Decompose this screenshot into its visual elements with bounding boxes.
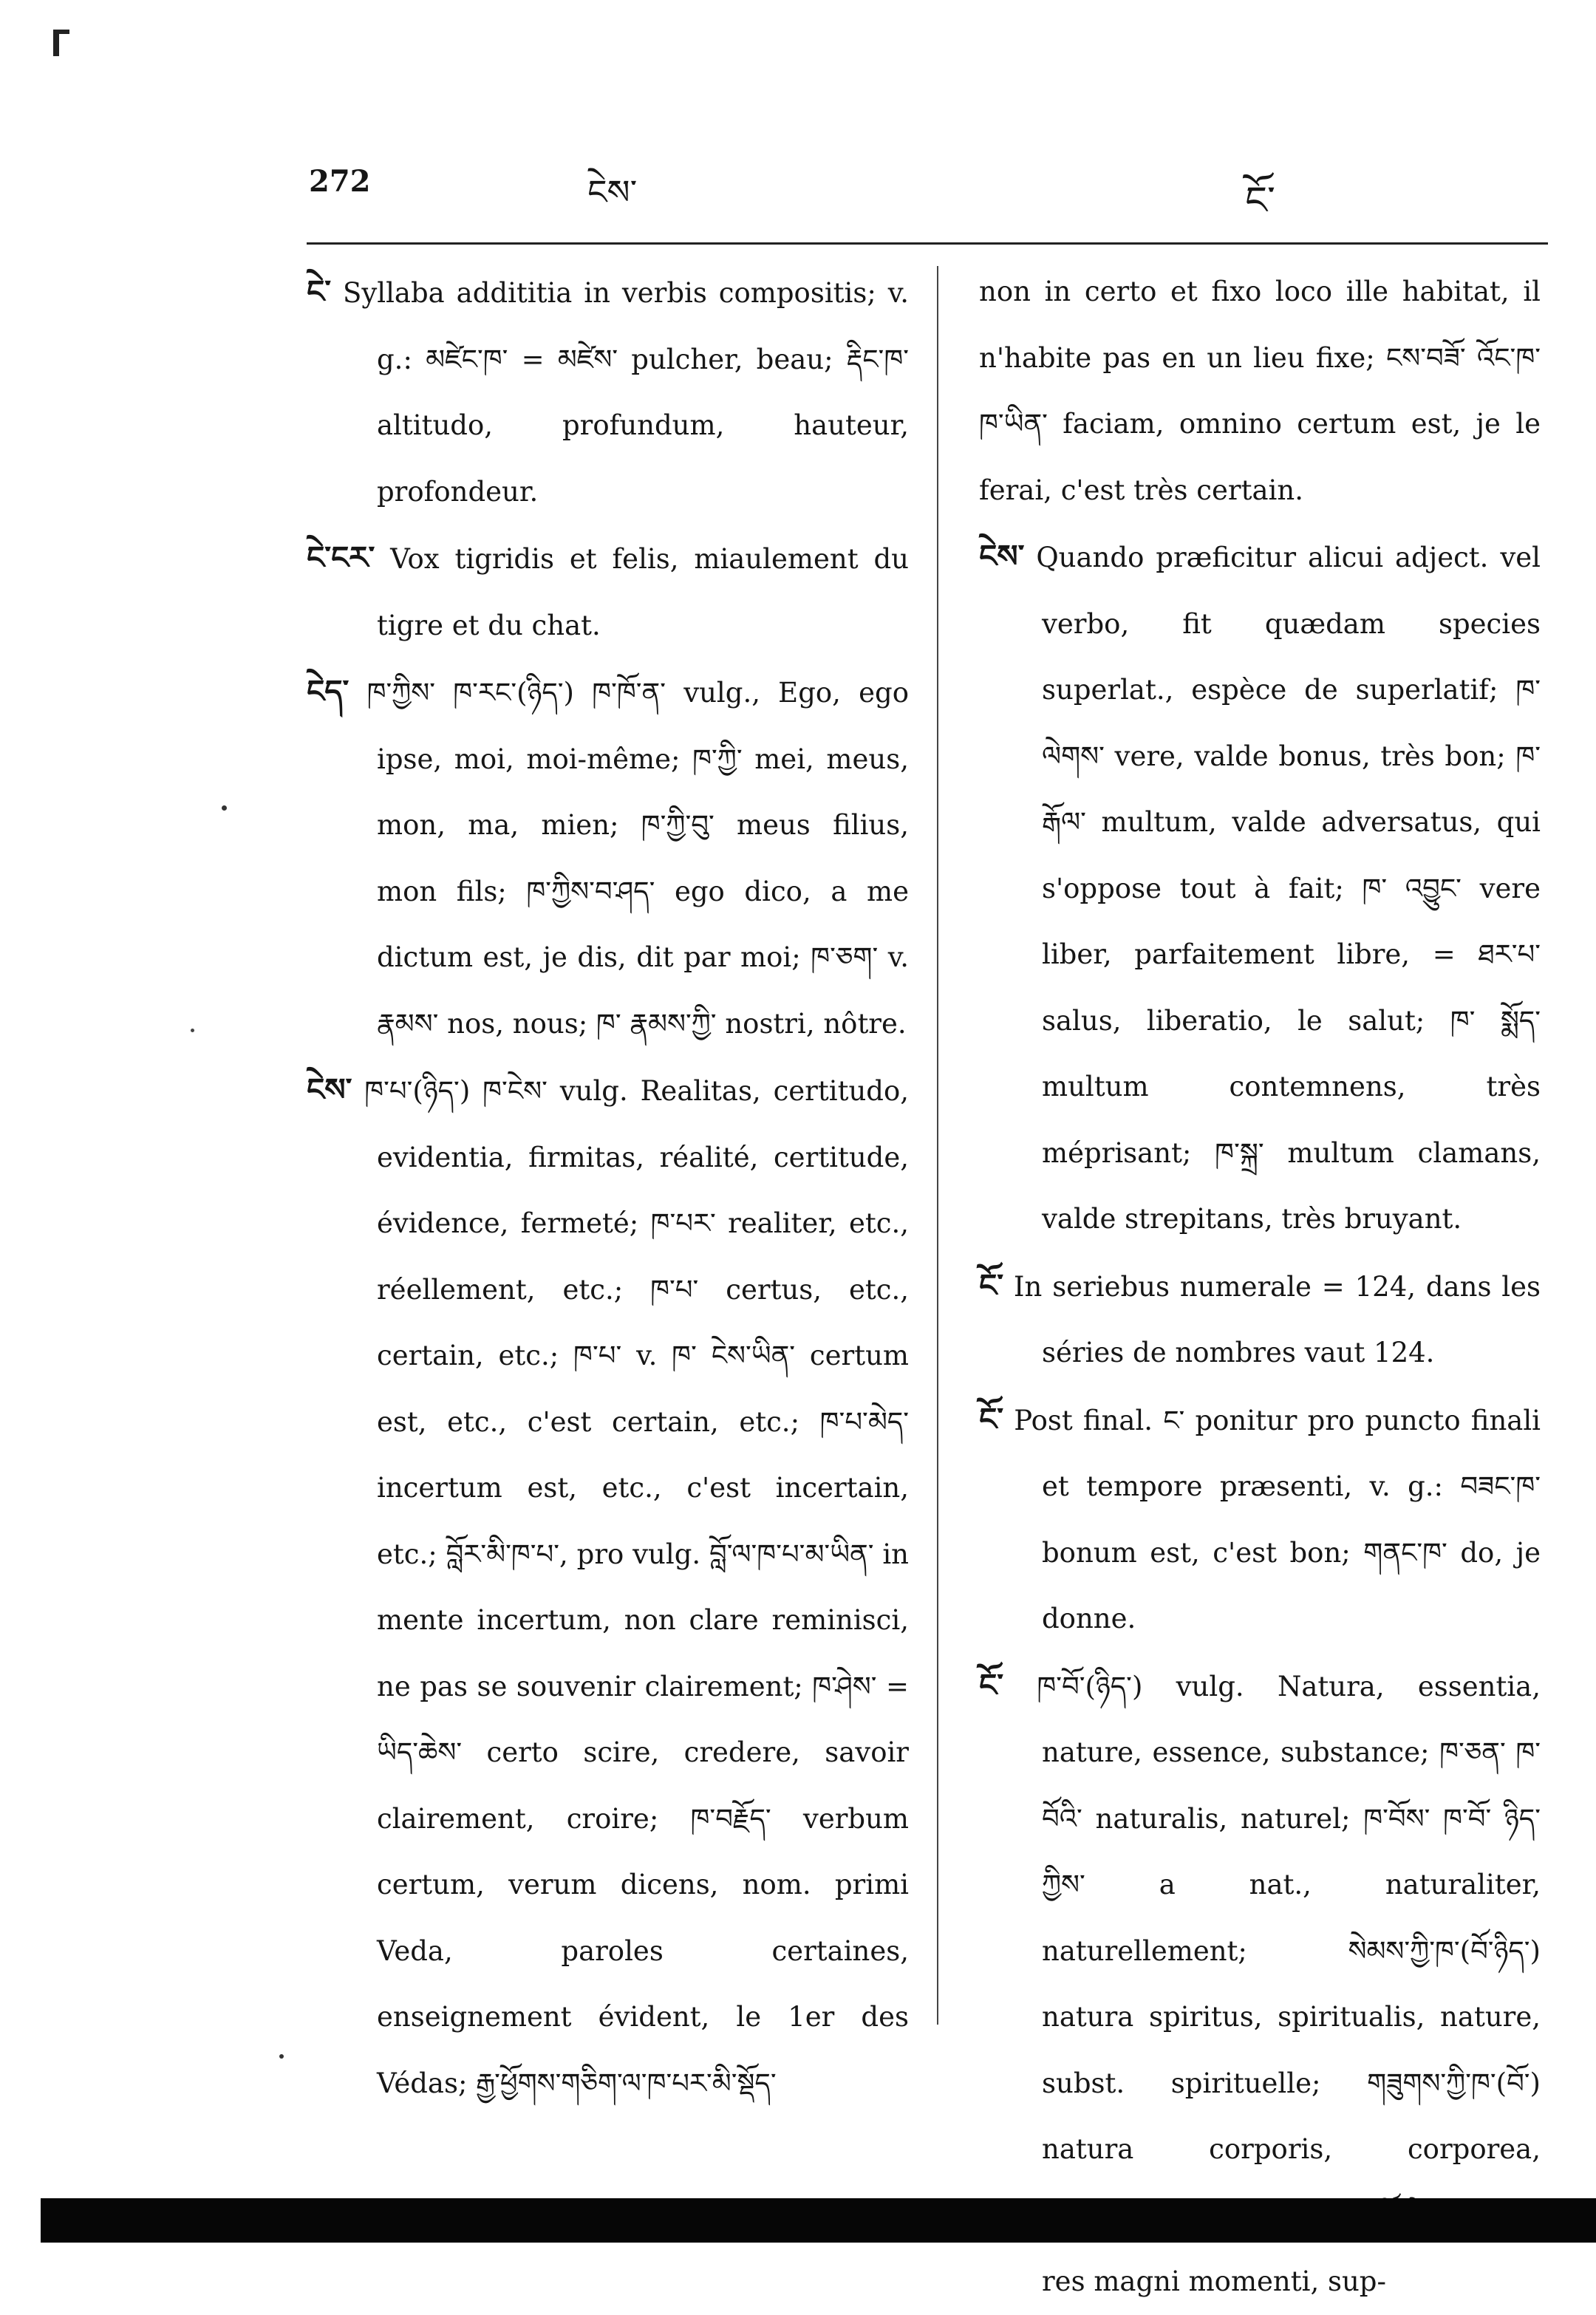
running-head-right: ངོ་ — [1245, 179, 1275, 223]
entry-definition: Syllaba addititia in verbis compositis; v. g.: མཛེང་ཁ་ = མཛེས་ pulcher, beau; རྡིང་ཁ་ altitudo, profundum, hauteur, profondeur. — [343, 277, 910, 508]
entry-definition: Vox tigridis et felis, miaulement du tigre et du chat. — [377, 543, 909, 641]
header-rule — [307, 242, 1548, 245]
entry-definition: In seriebus numerale = 124, dans les séries de nombres vaut 124. — [1013, 1270, 1541, 1368]
scan-edge-bar — [41, 2198, 1596, 2243]
dictionary-entry — [979, 1252, 1541, 1386]
scan-speck — [191, 1029, 194, 1032]
running-head-left: ངེས་ — [587, 172, 638, 212]
dictionary-entry — [979, 1386, 1541, 1652]
entry-headword: ངེས་ — [307, 1071, 352, 1108]
entry-headword: ངེད་ — [307, 673, 349, 709]
entry-headword: ངེས་ — [979, 538, 1025, 574]
corner-mark — [53, 30, 59, 56]
entry-headword: ངེ་ — [307, 273, 332, 310]
entry-definition: ཁ་བོ་(ཉིད་) vulg. Natura, essentia, nature, essence, substance; ཁ་ཅན་ ཁ་ བོའི་ naturalis, naturel; ཁ་བོས་ ཁ་བོ་ ཉིད་ཀྱིས་ a nat., naturaliter, naturellement; སེམས་ཀྱི་ཁ་(བོ་ཉིད་) natura spiritus, spiritualis, nature, subst. spirituelle; གཟུགས་ཀྱི་ཁ་(བོ་) natura corporis, corporea, res magni momenti, sup- — [1037, 1670, 1541, 2297]
entry-definition: ཁ་པ་(ཉིད་) ཁ་ངེས་ vulg. Realitas, certitudo, evidentia, firmitas, réalité, certitude, évidence, fermeté; ཁ་པར་ realiter, etc., réellement, etc.; ཁ་པ་ certus, etc., certain, etc.; ཁ་པ་ v. ཁ་ ངེས་ཡིན་ certum est, etc., c'est certain, etc.; ཁ་པ་མེད་ incertum est, etc., c'est incertain, etc.; བློར་མི་ཁ་པ་, pro vulg. བློ་ལ་ཁ་པ་མ་ཡིན་ in mente incertum, non clare reminisci, ne pas se souvenir clairement; ཁ་ཤེས་ = ཡིད་ཆེས་ certo scire, credere, savoir clairement, croire; ཁ་བརྗོད་ verbum certum, verum dicens, nom. primi Veda, paroles certaines, enseignement évident, le 1er des Védas; རྒྱ་ཕྱོགས་གཅིག་ལ་ཁ་པར་མི་སྡོད་ — [364, 1075, 909, 2099]
column-divider — [937, 266, 938, 2025]
left-column — [307, 259, 909, 2116]
scan-speck — [222, 805, 227, 811]
dictionary-entry — [307, 1057, 909, 2116]
right-column — [979, 259, 1541, 2315]
entry-headword: ངེ་ངར་ — [307, 539, 375, 576]
page-number: 272 — [309, 164, 371, 199]
entry-definition: ཁ་ཀྱིས་ ཁ་རང་(ཉིད་) ཁ་ཁོ་ན་ vulg., Ego, ego ipse, moi, moi-même; ཁ་ཀྱི་ mei, meus, mon, ma, mien; ཁ་ཀྱི་བུ་ meus filius, mon fils; ཁ་ཀྱིས་བ་ཤད་ ego dico, a me dictum est, je dis, dit par moi; ཁ་ཅག་ v. རྣམས་ nos, nous; ཁ་ རྣམས་ཀྱི་ nostri, nôtre. — [366, 677, 909, 1040]
dictionary-entry — [307, 259, 909, 525]
dictionary-entry — [307, 658, 909, 1057]
entry-headword: ངོ་ — [979, 1266, 1004, 1303]
entry-continuation: non in certo et fixo loco ille habitat, il n'habite pas en un lieu fixe; ངས་བཟོ་ འོང་ཁ་ཁ་ཡིན་ faciam, omnino certum est, je le ferai, c'est très certain. — [979, 276, 1541, 506]
dictionary-entry — [307, 525, 909, 658]
entry-headword: ངོ་ — [979, 1400, 1004, 1437]
entry-definition: Quando præficitur alicui adject. vel verbo, fit quædam species superlat., espèce de superlatif; ཁ་ལེགས་ vere, valde bonus, très bon; ཁ་རྒོལ་ multum, valde adversatus, qui s'oppose tout à fait; ཁ་ འབྱུང་ vere liber, parfaitement libre, = ཐར་པ་ salus, liberatio, le salut; ཁ་ སྨོད་ multum contemnens, très méprisant; ཁ་སྐྲ་ multum clamans, valde strepitans, très bruyant. — [1036, 542, 1541, 1235]
entry-definition: Post final. ང་ ponitur pro puncto finali et tempore præsenti, v. g.: བཟང་ཁ་ bonum est, c'est bon; གནང་ཁ་ do, je donne. — [1014, 1404, 1541, 1634]
scan-speck — [279, 2054, 284, 2059]
dictionary-entry — [979, 523, 1541, 1252]
entry-headword: ངོ་ — [979, 1666, 1004, 1703]
